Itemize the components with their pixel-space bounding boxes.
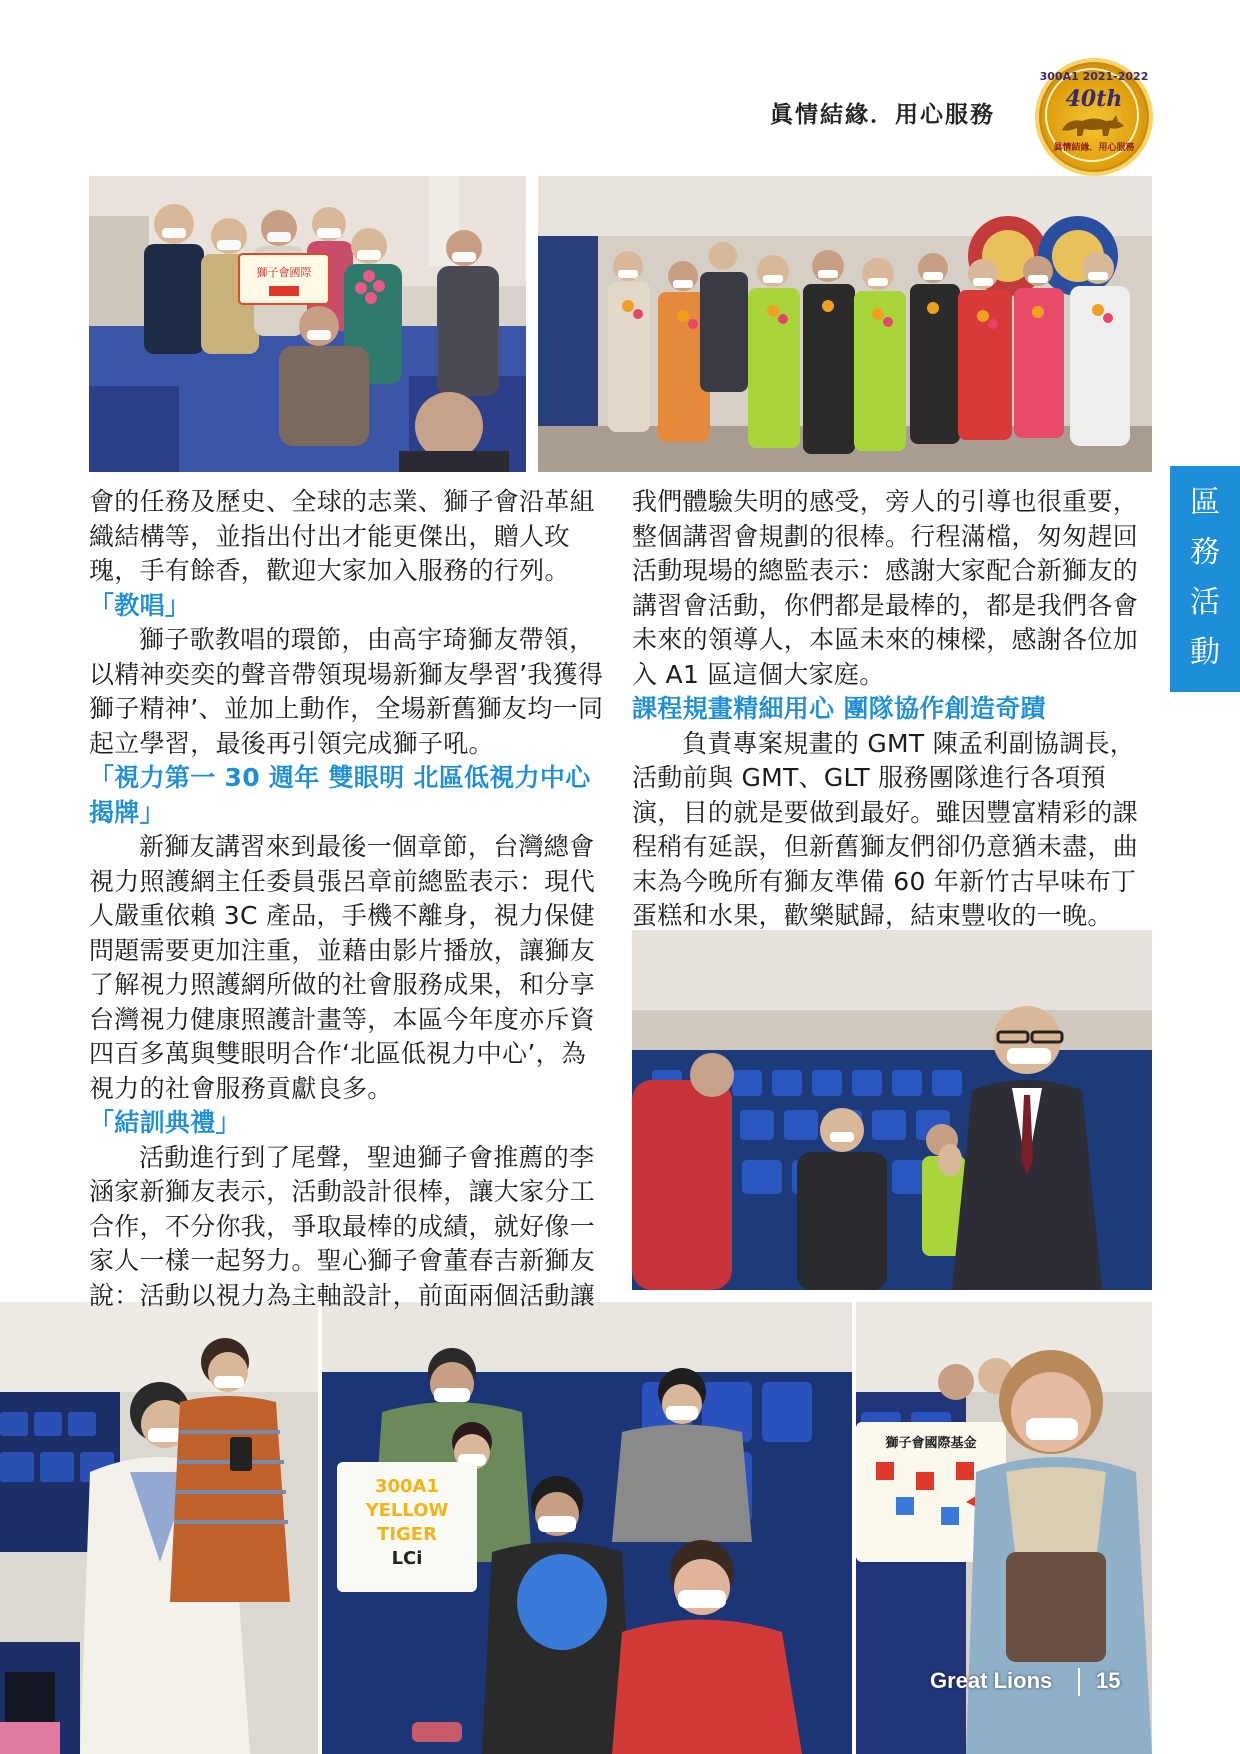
page-number: 15: [1096, 1668, 1121, 1693]
photo5-tiger-sign: [337, 1462, 477, 1592]
photo5-sign-line-1: 300A1: [374, 1476, 440, 1497]
photo-members-looking-at-phone: [0, 1302, 318, 1754]
photo-auditorium-thumbs-up: [632, 930, 1152, 1290]
body-paragraph: 會的任務及歷史、全球的志業、獅子會沿革組織結構等，並指出付出才能更傑出，贈人玫瑰，手有餘香，歡迎大家加入服務的行列。: [89, 487, 596, 585]
badge-bottom-text: 眞情結緣．用心服務: [1053, 143, 1135, 153]
photo5-sign-line-4: LCi: [391, 1548, 423, 1569]
running-header-title: 眞情結緣．用心服務: [770, 102, 995, 128]
photo-group-holding-sign: [89, 176, 526, 472]
photo6-sign-text: 獅子會國際基金: [885, 1436, 977, 1451]
body-paragraph: 獅子歌教唱的環節，由高宇琦獅友帶領，以精神奕奕的聲音帶領現場新獅友學習’我獲得獅子精神’、並加上動作，全場新舊獅友均一同起立學習，最後再引領完成獅子吼。: [89, 625, 604, 758]
section-heading: 課程規畫精細用心 團隊協作創造奇蹟: [632, 694, 1046, 723]
photo5-sign-line-3: TIGER: [377, 1524, 437, 1545]
side-tab-char: 動: [1190, 635, 1220, 670]
article-column-left: [89, 485, 609, 1313]
body-paragraph: 新獅友講習來到最後一個章節，台灣總會視力照護網主任委員張呂章前總監表示：現代人嚴重依賴 3C 產品，手機不離身，視力保健問題需要更加注重，並藉由影片播放，讓獅友了解視力照護網所做的社會服務成果，和分享台灣視力健康照護計畫等，本區今年度亦斥資四百多萬與雙眼明合作‘北區低視力中心’，為視力的社會服務貢獻良多。: [89, 832, 596, 1103]
golden-tiger-icon: [1058, 112, 1128, 138]
photo1-sign-text: 獅子會國際: [256, 266, 312, 279]
side-tab-char: 活: [1190, 585, 1220, 620]
footer-separator: [1078, 1668, 1080, 1696]
section-heading: 「教唱」: [89, 590, 191, 620]
photo-group-with-leis: [538, 176, 1152, 472]
side-tab-char: 務: [1190, 535, 1220, 570]
section-heading: 「視力第一 30 週年 雙眼明 北區低視力中心揭牌」: [89, 763, 591, 827]
side-tab-char: 區: [1190, 485, 1220, 520]
magazine-brand: Great Lions: [930, 1668, 1053, 1693]
badge-40th-text: 40th: [1065, 86, 1123, 112]
body-paragraph: 活動進行到了尾聲，聖迪獅子會推薦的李涵家新獅友表示，活動設計很棒，讓大家分工合作，不分你我，爭取最棒的成績，就好像一家人一樣一起努力。聖心獅子會董春吉新獅友說：活動以視力為主軸設計，前面兩個活動讓: [89, 1142, 596, 1310]
body-paragraph: 我們體驗失明的感受，旁人的引導也很重要，整個講習會規劃的很棒。行程滿檔，匆匆趕回活動現場的總監表示：感謝大家配合新獅友的講習會活動，你們都是最棒的，都是我們各會未來的領導人，本區未來的棟樑，感謝各位加入 A1 區這個大家庭。: [632, 487, 1139, 689]
section-heading: 「結訓典禮」: [89, 1108, 241, 1137]
photo5-sign-line-2: YELLOW: [365, 1500, 449, 1521]
badge-top-text: 300A1 2021-2022: [1039, 70, 1149, 83]
article-column-right: [632, 485, 1152, 934]
photo-members-with-tiger-sign: [322, 1302, 852, 1754]
section-side-tab: [1170, 466, 1240, 692]
body-paragraph: 負責專案規畫的 GMT 陳孟利副協調長，活動前與 GMT、GLT 服務團隊進行各項預演，目的就是要做到最好。雖因豐富精彩的課程稍有延誤，但新舊獅友們卻仍意猶未盡，曲末為今晚所有獅友準備 60 年新竹古早味布丁蛋糕和水果，歡樂賦歸，結束豐收的一晚。: [632, 728, 1139, 930]
